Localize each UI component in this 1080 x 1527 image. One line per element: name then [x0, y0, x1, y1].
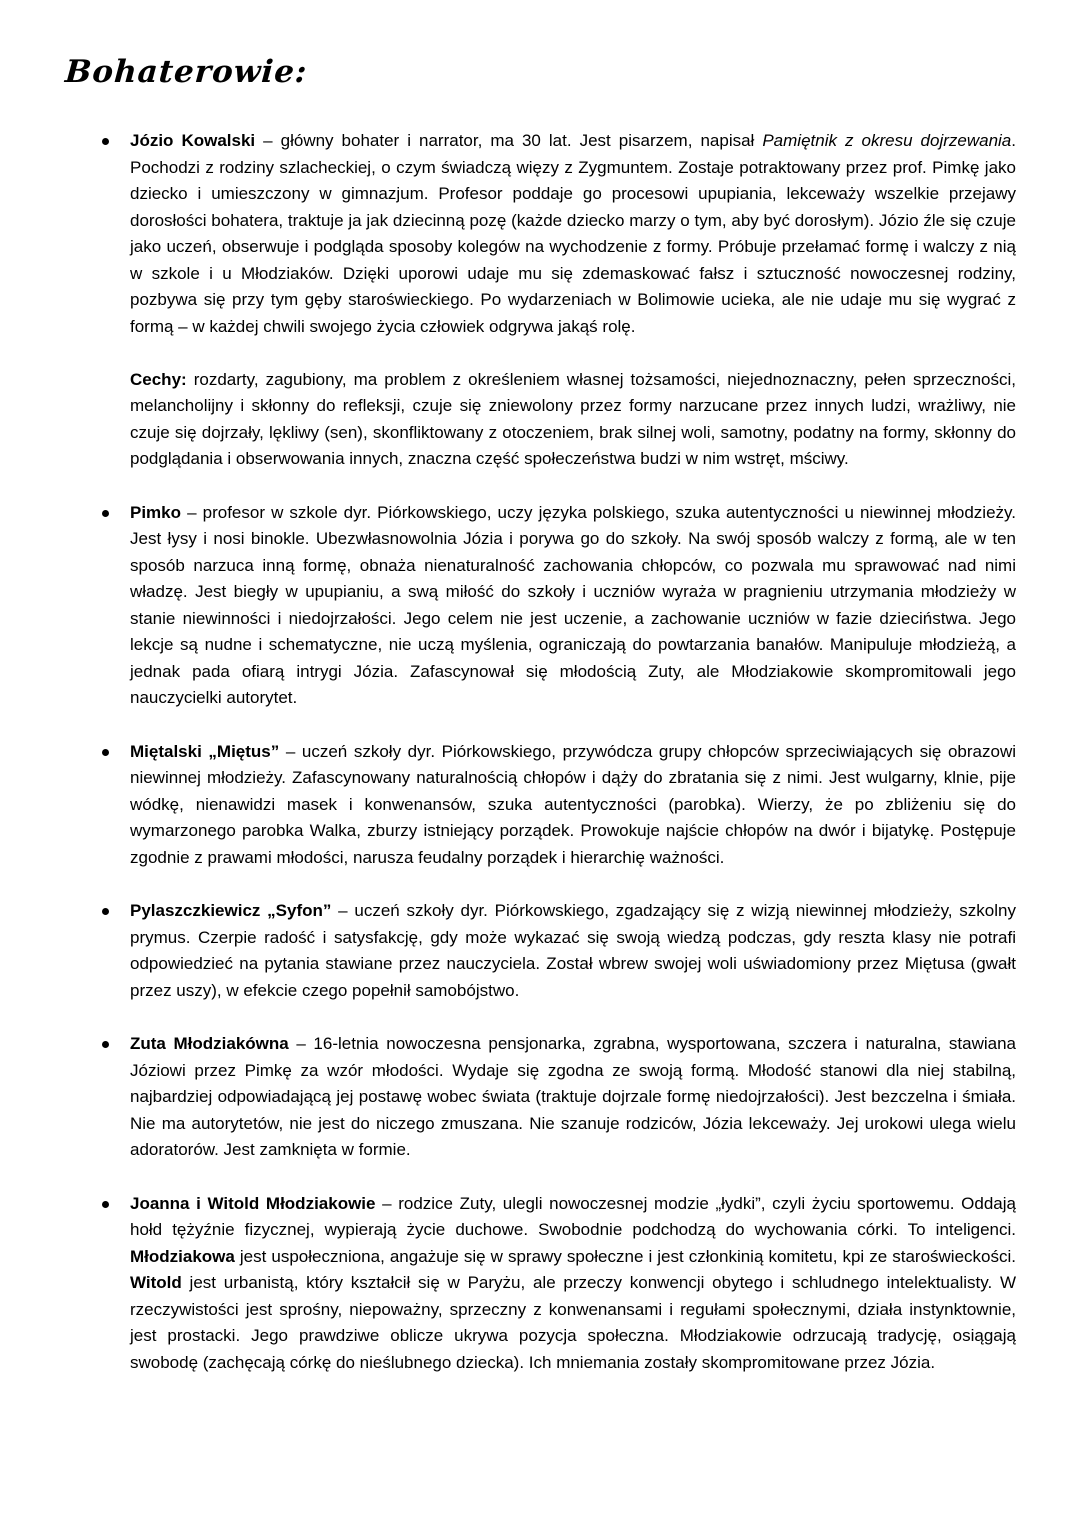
text-run-bold: Józio Kowalski	[130, 131, 256, 150]
text-run: rozdarty, zagubiony, ma problem z określeniem własnej tożsamości, niejednoznaczny, pełen sprzeczności, melancholijny i skłonny do refleksji, czuje się zniewolony przez formy narzucane przez innych ludzi, wrażliwy, nie czuje się dojrzały, lękliwy (sen), skonfliktowany z otoczeniem, brak silnej woli, samotny, podatny na formy, skłonny do podglądania i obserwowania innych, znaczna część społeczeństwa budzi w nim wstręt, mściwy.	[130, 369, 1016, 468]
paragraph	[130, 1191, 1016, 1377]
text-run: – uczeń szkoły dyr. Piórkowskiego, przywódcza grupy chłopców sprzeciwiających się obrazowi niewinnej młodzieży. Zafascynowany naturalnością chłopów i dąży do zbratania się z nimi. Jest wulgarny, klnie, pije wódkę, nienawidzi masek i konwenansów, szuka autentyczności (parobka). Wierzy, że po zbliżeniu się do wymarzonego parobka Walka, zburzy istniejący porządek. Prowokuje najście chłopów na dwór i bijatykę. Postępuje zgodnie z prawami młodości, narusza feudalny porządek i hierarchię ważności.	[130, 741, 1016, 867]
text-run-bold: Młodziakowa	[130, 1246, 235, 1266]
text-run-bold: Pimko	[130, 502, 182, 522]
text-run: . Pochodzi z rodziny szlacheckiej, o czym świadczą więzy z Zygmuntem. Zostaje potraktowany przez prof. Pimkę jako dziecko i umieszczony w gimnazjum. Profesor poddaje go procesowi upupiania, lekceważy wszelkie przejawy dorosłości bohatera, traktuje ja jak dziecinną pozę (każde dziecko marzy o tym, aby być dorosłym). Józio źle się czuje jako uczeń, obserwuje i podgląda sposoby kolegów na wychodzenie z formy. Próbuje przełamać formę i walczy z nią w szkole i u Młodziaków. Dzięki uporowi udaje mu się zdemaskować fałsz i sztuczność nowoczesnej rodziny, pozbywa się przy tym gęby staroświeckiego. Po wydarzeniach w Bolimowie ucieka, ale nie udaje mu się wygrać z formą – w każdej chwili swojego życia człowiek odgrywa jakąś rolę.	[130, 131, 1016, 336]
character-entry	[64, 898, 1016, 1004]
text-run: – rodzice Zuty, ulegli nowoczesnej modzie „łydki”, czyli życiu sportowemu. Oddają hołd tężyźnie fizycznej, wypierają życie duchowe. Swobodnie podchodzą do wychowania córki. To inteligenci.	[130, 1193, 1016, 1239]
text-run-bold: Pylaszczkiewicz „Syfon”	[130, 901, 332, 920]
character-list	[64, 128, 1016, 1376]
text-run-bold: Witold	[130, 1273, 182, 1292]
text-run-bold: Miętalski „Miętus”	[130, 741, 280, 761]
text-run: jest urbanistą, który kształcił się w Paryżu, ale przeczy konwencji obytego i schludnego intelektualisty. W rzeczywistości jest sprośny, niepoważny, sprzeczny z konwenansami i regułami społecznymi, działa instynktownie, jest prostacki. Jego prawdziwe oblicze ukrywa pozycja społeczna. Młodziakowie odrzucają tradycję, osiągają swobodę (zachęcają córkę do nieślubnego dziecka). Ich mniemania zostały skompromitowane przez Józia.	[130, 1273, 1016, 1372]
paragraph	[130, 739, 1016, 872]
paragraph	[130, 128, 1016, 340]
paragraph	[130, 367, 1016, 473]
character-entry	[64, 1191, 1016, 1377]
page-title: Bohaterowie:	[64, 54, 309, 90]
character-entry	[64, 739, 1016, 872]
text-run-bold: Cechy:	[130, 369, 187, 389]
paragraph	[130, 1031, 1016, 1164]
character-entry	[64, 500, 1016, 712]
text-run: – 16-letnia nowoczesna pensjonarka, zgrabna, wysportowana, szczera i naturalna, stawiana Józiowi przez Pimkę za wzór młodości. Wydaje się zgodna ze swoją formą. Młodość stanowi dla niej stabilną, najbardziej odpowiadającą jej postawę wobec świata (traktuje dojrzale formę niedojrzałości). Jest bezczelna i śmiała. Nie ma autorytetów, nie jest do niczego zmuszana. Nie szanuje rodziców, Józia lekceważy. Jej urokowi ulega wielu adoratorów. Jest zamknięta w formie.	[130, 1034, 1016, 1159]
character-entry	[64, 1031, 1016, 1164]
paragraph	[130, 500, 1016, 712]
text-run-bold: Joanna i Witold Młodziakowie	[130, 1193, 376, 1213]
text-run: – profesor w szkole dyr. Piórkowskiego, uczy języka polskiego, szuka autentyczności u niewinnej młodzieży. Jest łysy i nosi binokle. Ubezwłasnowolnia Józia i porywa go do szkoły. Na swój sposób walczy z formą, ale w ten sposób narzuca inną formę, obnaża nienaturalność zachowania chłopców, co pozwala mu sprawować nad nimi władzę. Jest biegły w upupianiu, a swą miłość do szkoły i uczniów wyraża w pragnieniu utrzymania młodzieży w stanie niewinności i niedojrzałości. Jego celem nie jest uczenie, a zachowanie uczniów w fazie dzieciństwa. Jego lekcje są nudne i schematyczne, nie uczą myślenia, ograniczają do powtarzania banałów. Manipuluje młodzieżą, a jednak pada ofiarą intrygi Józia. Zafascynował się młodością Zuty, ale Młodziakowie skompromitowali jego nauczycielki autorytet.	[130, 502, 1016, 707]
character-entry	[64, 128, 1016, 473]
text-run: jest uspołeczniona, angażuje się w sprawy społeczne i jest członkinią komitetu, kpi ze staroświeckości.	[234, 1246, 1016, 1266]
title-row	[64, 54, 1016, 122]
text-run: – uczeń szkoły dyr. Piórkowskiego, zgadzający się z wizją niewinnej młodzieży, szkolny prymus. Czerpie radość i satysfakcję, gdy może wykazać się swoją wiedzą podczas, gdy reszta klasy nie potrafi odpowiedzieć na pytania stawiane przez nauczyciela. Został wbrew swojej woli uświadomiony przez Miętusa (gwałt przez uszy), w efekcie czego popełnił samobójstwo.	[130, 901, 1016, 1000]
paragraph	[130, 898, 1016, 1004]
text-run-italic: Pamiętnik z okresu dojrzewania	[762, 131, 1012, 150]
text-run-bold: Zuta Młodziakówna	[130, 1034, 289, 1053]
text-run: – główny bohater i narrator, ma 30 lat. Jest pisarzem, napisał	[255, 131, 763, 150]
